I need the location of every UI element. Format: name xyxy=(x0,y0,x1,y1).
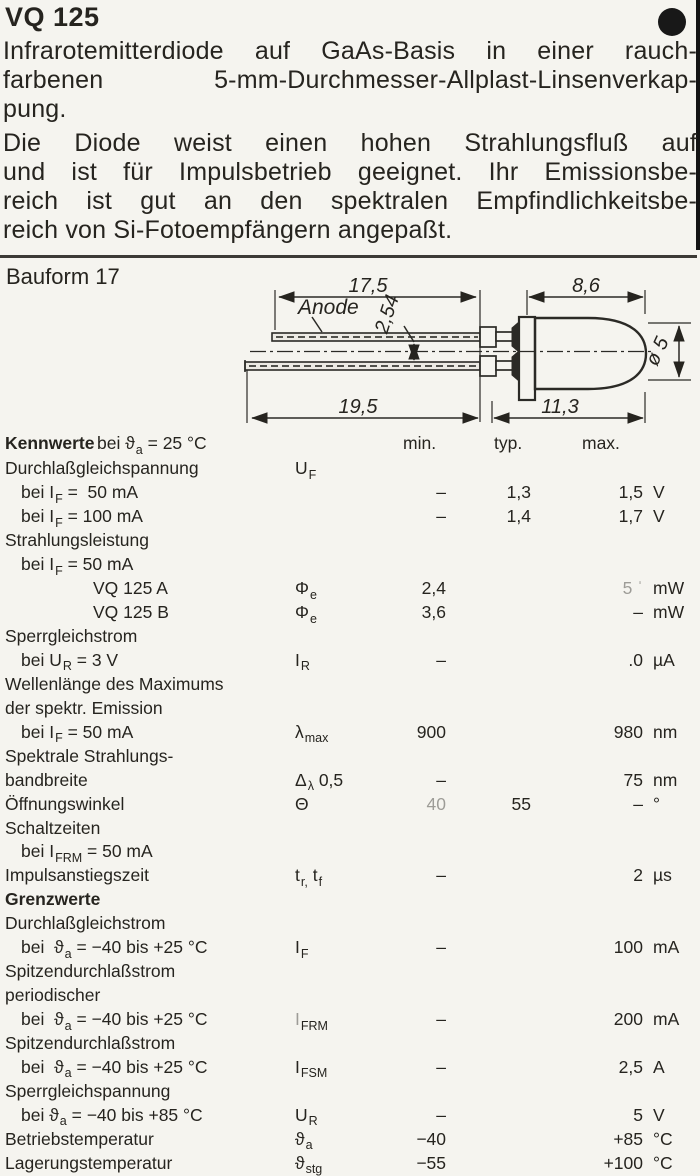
unit: mW xyxy=(653,578,685,599)
intro-line: pung. xyxy=(3,95,67,123)
table-row xyxy=(0,481,700,505)
parameter-label: bei $I_F = 50$ mA xyxy=(21,482,139,506)
min-value: – xyxy=(436,769,446,790)
dim-17-5-label: 17,5 xyxy=(348,275,388,297)
parameter-label: Durchlaßgleichspannung xyxy=(5,458,199,479)
parameter-label: VQ 125 A xyxy=(93,578,168,599)
typ-value: 1,4 xyxy=(506,506,531,527)
column-header-max: max. xyxy=(582,433,620,453)
table-row xyxy=(0,720,700,744)
table-row xyxy=(0,768,700,792)
max-value: 980 xyxy=(613,721,643,742)
intro-line: farbenen 5-mm-Durchmesser-Allplast-Linsenverkap- xyxy=(3,66,697,94)
unit: ° xyxy=(653,793,660,814)
table-row xyxy=(0,1103,700,1127)
min-value: −40 xyxy=(416,1128,446,1149)
parameter-label: bei $I_F = 50$ mA xyxy=(21,721,134,746)
symbol: $I_{FSM}$ xyxy=(295,1056,328,1081)
parameter-label: Betriebstemperatur xyxy=(5,1128,154,1149)
parameter-label: Durchlaßgleichstrom xyxy=(5,913,166,934)
anode-label: Anode xyxy=(298,296,359,319)
dim-11-3-label: 11,3 xyxy=(541,396,579,418)
page-title: VQ 125 xyxy=(5,2,100,32)
min-value: – xyxy=(436,649,446,670)
parameter-label: Öffnungswinkel xyxy=(5,793,125,814)
parameter-label: Sperrgleichspannung xyxy=(5,1080,171,1101)
table-row xyxy=(0,1008,700,1032)
table-row xyxy=(0,840,700,864)
max-value: 5 xyxy=(633,1104,643,1125)
symbol: $ϑ_a$ xyxy=(295,1128,313,1153)
parameter-label: Spektrale Strahlungs- xyxy=(5,745,174,766)
max-value: 1,5 xyxy=(618,482,643,503)
parameter-label: Impulsanstiegszeit xyxy=(5,865,149,886)
parameter-label: Wellenlänge des Maximums xyxy=(5,673,224,694)
table-row xyxy=(0,457,700,481)
symbol: $I_{FRM}$ xyxy=(295,1009,328,1033)
symbol: $\Phi_e$ xyxy=(295,602,317,626)
unit: °C xyxy=(653,1152,673,1173)
min-value: – xyxy=(436,1104,446,1125)
unit: V xyxy=(653,482,665,503)
table-row xyxy=(0,696,700,720)
column-header-min: min. xyxy=(403,433,437,453)
symbol: $t_{r,}$ $t_f$ xyxy=(295,865,323,889)
symbol: $I_R$ xyxy=(295,649,310,674)
kennwerte-condition: bei $ϑ_a = 25$ °C xyxy=(97,433,207,457)
table-row xyxy=(0,1032,700,1056)
dim-8-6-label: 8,6 xyxy=(572,275,600,297)
min-value: – xyxy=(436,937,446,958)
intro-line: reich ist gut an den spektralen Empfindlichkeitsbe- xyxy=(3,187,697,215)
parameter-label: bei $I_F = 50$ mA xyxy=(21,554,134,578)
intro-paragraph-2 xyxy=(3,129,697,245)
unit: mA xyxy=(653,937,680,958)
max-value: +85 xyxy=(613,1128,643,1149)
max-value: – xyxy=(633,793,643,814)
max-value: 1,7 xyxy=(618,506,643,527)
parameter-label: bandbreite xyxy=(5,769,88,790)
table-row xyxy=(0,960,700,984)
package-caption: Bauform 17 xyxy=(6,264,120,289)
min-value: – xyxy=(436,1056,446,1077)
max-value: .0 xyxy=(628,649,643,670)
parameter-label: Schaltzeiten xyxy=(5,817,101,838)
unit: nm xyxy=(653,769,678,790)
unit: nm xyxy=(653,721,678,742)
max-value: 100 xyxy=(613,937,643,958)
unit: mW xyxy=(653,602,685,623)
parameter-label: Sperrgleichstrom xyxy=(5,626,138,647)
dim-19-5-label: 19,5 xyxy=(338,396,378,418)
unit: V xyxy=(653,506,665,527)
min-value: 40 xyxy=(426,793,446,814)
min-value: 900 xyxy=(416,721,446,742)
unit: A xyxy=(653,1056,665,1077)
intro-line: und ist für Impulsbetrieb geeignet. Ihr Emissionsbe- xyxy=(3,158,697,186)
min-value: 3,6 xyxy=(421,602,446,623)
table-row xyxy=(0,816,700,840)
max-value: 2,5 xyxy=(618,1056,643,1077)
parameter-label: bei $I_F = 100$ mA xyxy=(21,506,143,530)
flange xyxy=(519,317,535,400)
unit: µs xyxy=(653,865,672,886)
max-value: 75 xyxy=(623,769,643,790)
min-value: – xyxy=(436,482,446,503)
min-value: −55 xyxy=(416,1152,446,1173)
max-value: 5 ˈ xyxy=(622,578,643,599)
symbol: $\lambda_{max}$ xyxy=(295,721,329,746)
intro-line: reich von Si-Fotoempfängern angepaßt. xyxy=(3,216,453,244)
max-value: 2 xyxy=(633,865,643,886)
parameter-label: bei $ϑ_a = -40$ bis +25 °C xyxy=(21,1056,208,1081)
table-row xyxy=(0,1127,700,1151)
table-row xyxy=(0,625,700,649)
column-header-typ: typ. xyxy=(494,433,523,453)
table-row xyxy=(0,744,700,768)
table-row xyxy=(0,1079,700,1103)
parameter-label: periodischer xyxy=(5,985,101,1006)
table-header-row xyxy=(5,433,695,457)
parameter-label: bei $U_R = 3$ V xyxy=(21,649,119,674)
table-row xyxy=(0,1055,700,1079)
registration-dot-icon xyxy=(658,8,686,36)
symbol: $U_F$ xyxy=(295,458,317,482)
typ-value: 55 xyxy=(511,793,531,814)
parameter-label: bei $ϑ_a = -40$ bis +25 °C xyxy=(21,1009,208,1033)
unit: µA xyxy=(653,649,675,670)
typ-value: 1,3 xyxy=(506,482,531,503)
table-row xyxy=(0,601,700,625)
dim-diameter-label: ø 5 xyxy=(641,333,674,370)
table-row xyxy=(0,936,700,960)
intro-line: Die Diode weist einen hohen Strahlungsfluß auf xyxy=(3,129,697,157)
table-row xyxy=(0,864,700,888)
table-row xyxy=(0,505,700,529)
unit: V xyxy=(653,1104,665,1125)
package-outline-drawing xyxy=(0,270,700,432)
symbol: $U_R$ xyxy=(295,1104,318,1129)
symbol: $ϑ_{stg}$ xyxy=(295,1152,323,1176)
table-row xyxy=(0,984,700,1008)
min-value: 2,4 xyxy=(421,578,446,599)
intro-paragraph-1 xyxy=(3,37,697,124)
parameter-label: bei $ϑ_a = -40$ bis +85 °C xyxy=(21,1104,203,1129)
parameter-label: bei $ϑ_a = -40$ bis +25 °C xyxy=(21,937,208,961)
max-value: 200 xyxy=(613,1009,643,1030)
table-row xyxy=(0,792,700,816)
table-row xyxy=(0,649,700,673)
parameter-table xyxy=(0,457,700,1175)
parameter-label: Strahlungsleistung xyxy=(5,530,149,551)
max-value: – xyxy=(633,602,643,623)
symbol: $\Delta_\lambda$ 0,5 xyxy=(295,769,344,794)
unit: mA xyxy=(653,1009,680,1030)
table-row xyxy=(0,672,700,696)
parameter-label: Spitzendurchlaßstrom xyxy=(5,1032,176,1053)
table-row xyxy=(0,529,700,553)
parameter-label: bei $I_{FRM} = 50$ mA xyxy=(21,841,153,865)
unit: °C xyxy=(653,1128,673,1149)
section-divider xyxy=(0,255,697,258)
symbol: Θ xyxy=(295,793,309,814)
min-value: – xyxy=(436,865,446,886)
parameter-label: Lagerungstemperatur xyxy=(5,1152,173,1173)
lens-dome xyxy=(535,318,646,389)
table-row xyxy=(0,577,700,601)
section-kennwerte: Kennwerte xyxy=(5,433,95,453)
symbol: $\Phi_e$ xyxy=(295,578,317,602)
min-value: – xyxy=(436,506,446,527)
parameter-label: der spektr. Emission xyxy=(5,697,163,718)
table-row xyxy=(0,888,700,912)
table-row xyxy=(0,912,700,936)
dim-2-54-label: 2,54 xyxy=(370,292,404,337)
parameter-label: Grenzwerte xyxy=(5,889,101,910)
parameter-label: Spitzendurchlaßstrom xyxy=(5,961,176,982)
intro-line: Infrarotemitterdiode auf GaAs-Basis in einer rauch- xyxy=(3,37,697,65)
table-row xyxy=(0,1151,700,1175)
symbol: $I_F$ xyxy=(295,937,309,961)
parameter-label: VQ 125 B xyxy=(93,602,169,623)
max-value: +100 xyxy=(603,1152,643,1173)
table-row xyxy=(0,553,700,577)
min-value: – xyxy=(436,1009,446,1030)
